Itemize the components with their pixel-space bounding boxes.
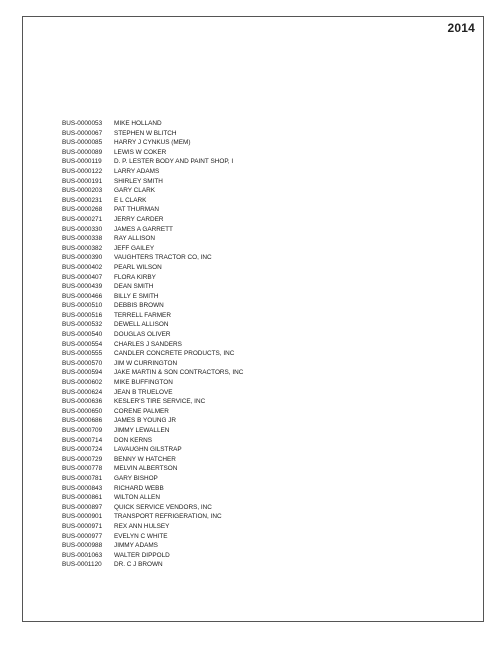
record-id: BUS-0000085 xyxy=(62,139,103,147)
record-id: BUS-0000122 xyxy=(62,167,103,175)
record-name: STEPHEN W BLITCH xyxy=(114,129,177,137)
record-id: BUS-0000602 xyxy=(62,379,103,387)
business-record-list xyxy=(62,119,243,570)
record-id: BUS-0000554 xyxy=(62,340,103,348)
record-row xyxy=(62,167,243,177)
record-name: DOUGLAS OLIVER xyxy=(114,331,171,339)
record-row xyxy=(62,301,243,311)
record-row xyxy=(62,426,243,436)
record-row xyxy=(62,445,243,455)
record-name: MIKE BUFFINGTON xyxy=(114,379,173,387)
record-name: JAKE MARTIN & SON CONTRACTORS, INC xyxy=(114,369,244,377)
record-row xyxy=(62,205,243,215)
record-id: BUS-0000330 xyxy=(62,225,103,233)
record-row xyxy=(62,148,243,158)
record-name: JAMES A GARRETT xyxy=(114,225,173,233)
record-name: DR. C J BROWN xyxy=(114,561,163,569)
record-id: BUS-0000191 xyxy=(62,177,103,185)
record-name: QUICK SERVICE VENDORS, INC xyxy=(114,503,212,511)
record-row xyxy=(62,119,243,129)
record-name: VAUGHTERS TRACTOR CO, INC xyxy=(114,254,212,262)
record-name: JIMMY ADAMS xyxy=(114,542,158,550)
record-name: DEAN SMITH xyxy=(114,283,154,291)
record-id: BUS-0000510 xyxy=(62,302,103,310)
record-name: LARRY ADAMS xyxy=(114,167,160,175)
record-name: JIMMY LEWALLEN xyxy=(114,427,170,434)
record-id: BUS-0000203 xyxy=(62,187,103,195)
record-name: LEWIS W COKER xyxy=(114,148,167,156)
record-name: RICHARD WEBB xyxy=(114,484,164,492)
record-id: BUS-0000089 xyxy=(62,148,103,156)
record-name: JERRY CARDER xyxy=(114,215,164,223)
record-id: BUS-0001063 xyxy=(62,551,103,559)
record-id: BUS-0000686 xyxy=(62,417,103,425)
record-name: DEBBIS BROWN xyxy=(114,302,164,310)
record-name: CANDLER CONCRETE PRODUCTS, INC xyxy=(114,350,235,358)
record-id: BUS-0000540 xyxy=(62,331,103,339)
record-name: DEWELL ALLISON xyxy=(114,321,169,329)
record-row xyxy=(62,320,243,330)
record-name: PAT THURMAN xyxy=(114,206,159,214)
record-id: BUS-0000231 xyxy=(62,196,103,204)
record-row xyxy=(62,349,243,359)
record-id: BUS-0000053 xyxy=(62,120,103,127)
record-row xyxy=(62,493,243,503)
record-name: HARRY J CYNKUS (MEM) xyxy=(114,139,191,147)
record-id: BUS-0000901 xyxy=(62,513,103,521)
record-name: JAMES B YOUNG JR xyxy=(114,417,177,425)
record-row xyxy=(62,541,243,551)
record-row xyxy=(62,368,243,378)
record-id: BUS-0000714 xyxy=(62,436,103,444)
record-row xyxy=(62,397,243,407)
record-row xyxy=(62,416,243,426)
record-name: WILTON ALLEN xyxy=(114,494,160,502)
record-row xyxy=(62,273,243,283)
record-id: BUS-0000407 xyxy=(62,273,103,281)
record-row xyxy=(62,455,243,465)
record-row xyxy=(62,378,243,388)
record-row xyxy=(62,263,243,273)
record-row xyxy=(62,282,243,292)
record-id: BUS-0000570 xyxy=(62,359,103,367)
record-name: MIKE HOLLAND xyxy=(114,120,162,127)
record-name: BILLY E SMITH xyxy=(114,292,159,300)
record-name: EVELYN C WHITE xyxy=(114,532,168,540)
record-id: BUS-0001120 xyxy=(62,561,102,569)
record-id: BUS-0000988 xyxy=(62,542,103,550)
record-name: TERRELL FARMER xyxy=(114,311,171,319)
record-id: BUS-0000971 xyxy=(62,522,103,530)
record-name: JEAN B TRUELOVE xyxy=(114,388,173,396)
record-id: BUS-0000466 xyxy=(62,292,103,300)
record-name: FLORA KIRBY xyxy=(114,273,156,281)
record-name: KESLER'S TIRE SERVICE, INC xyxy=(114,398,206,406)
record-id: BUS-0000439 xyxy=(62,283,103,291)
record-id: BUS-0000268 xyxy=(62,206,103,214)
document-year: 2014 xyxy=(447,21,475,35)
record-name: MELVIN ALBERTSON xyxy=(114,465,178,473)
record-name: CORENE PALMER xyxy=(114,407,169,415)
record-id: BUS-0000516 xyxy=(62,311,103,319)
record-row xyxy=(62,311,243,321)
record-row xyxy=(62,234,243,244)
record-name: REX ANN HULSEY xyxy=(114,522,170,530)
record-name: WALTER DIPPOLD xyxy=(114,551,170,559)
record-row xyxy=(62,225,243,235)
record-row xyxy=(62,532,243,542)
record-name: JEFF GAILEY xyxy=(114,244,155,252)
record-id: BUS-0000861 xyxy=(62,494,103,502)
record-row xyxy=(62,512,243,522)
record-name: GARY CLARK xyxy=(114,187,155,195)
record-id: BUS-0000594 xyxy=(62,369,103,377)
record-name: SHIRLEY SMITH xyxy=(114,177,163,185)
record-row xyxy=(62,330,243,340)
record-row xyxy=(62,157,243,167)
record-id: BUS-0000729 xyxy=(62,455,103,463)
record-row xyxy=(62,253,243,263)
record-id: BUS-0000709 xyxy=(62,427,103,434)
record-row xyxy=(62,196,243,206)
record-row xyxy=(62,340,243,350)
record-name: GARY BISHOP xyxy=(114,474,158,482)
record-id: BUS-0000532 xyxy=(62,321,103,329)
record-row xyxy=(62,551,243,561)
record-name: BENNY W HATCHER xyxy=(114,455,176,463)
record-row xyxy=(62,503,243,513)
record-name: E L CLARK xyxy=(114,196,147,204)
record-id: BUS-0000781 xyxy=(62,474,103,482)
record-row xyxy=(62,436,243,446)
record-id: BUS-0000382 xyxy=(62,244,103,252)
record-row xyxy=(62,129,243,139)
record-row xyxy=(62,359,243,369)
record-row xyxy=(62,244,243,254)
record-id: BUS-0000650 xyxy=(62,407,103,415)
record-row xyxy=(62,522,243,532)
record-row xyxy=(62,407,243,417)
record-name: PEARL WILSON xyxy=(114,263,162,271)
record-row xyxy=(62,464,243,474)
record-id: BUS-0000555 xyxy=(62,350,103,358)
record-row xyxy=(62,186,243,196)
record-id: BUS-0000977 xyxy=(62,532,103,540)
record-row xyxy=(62,484,243,494)
record-name: CHARLES J SANDERS xyxy=(114,340,182,348)
record-id: BUS-0000402 xyxy=(62,263,103,271)
record-row xyxy=(62,388,243,398)
record-id: BUS-0000843 xyxy=(62,484,103,492)
record-id: BUS-0000624 xyxy=(62,388,103,396)
record-id: BUS-0000778 xyxy=(62,465,103,473)
record-name: D. P. LESTER BODY AND PAINT SHOP, I xyxy=(114,158,234,166)
record-id: BUS-0000067 xyxy=(62,129,103,137)
record-row xyxy=(62,215,243,225)
record-id: BUS-0000897 xyxy=(62,503,103,511)
record-id: BUS-0000119 xyxy=(62,158,102,166)
record-name: LAVAUGHN GILSTRAP xyxy=(114,446,182,454)
record-id: BUS-0000390 xyxy=(62,254,103,262)
record-row xyxy=(62,177,243,187)
record-name: TRANSPORT REFRIGERATION, INC xyxy=(114,513,222,521)
record-row xyxy=(62,292,243,302)
record-row xyxy=(62,474,243,484)
record-id: BUS-0000636 xyxy=(62,398,103,406)
record-row xyxy=(62,138,243,148)
document-page xyxy=(22,16,484,622)
record-name: DON KERNS xyxy=(114,436,152,444)
record-name: JIM W CURRINGTON xyxy=(114,359,178,367)
record-id: BUS-0000271 xyxy=(62,215,103,223)
record-id: BUS-0000724 xyxy=(62,446,103,454)
record-name: RAY ALLISON xyxy=(114,235,155,243)
record-id: BUS-0000338 xyxy=(62,235,103,243)
record-row xyxy=(62,560,243,570)
